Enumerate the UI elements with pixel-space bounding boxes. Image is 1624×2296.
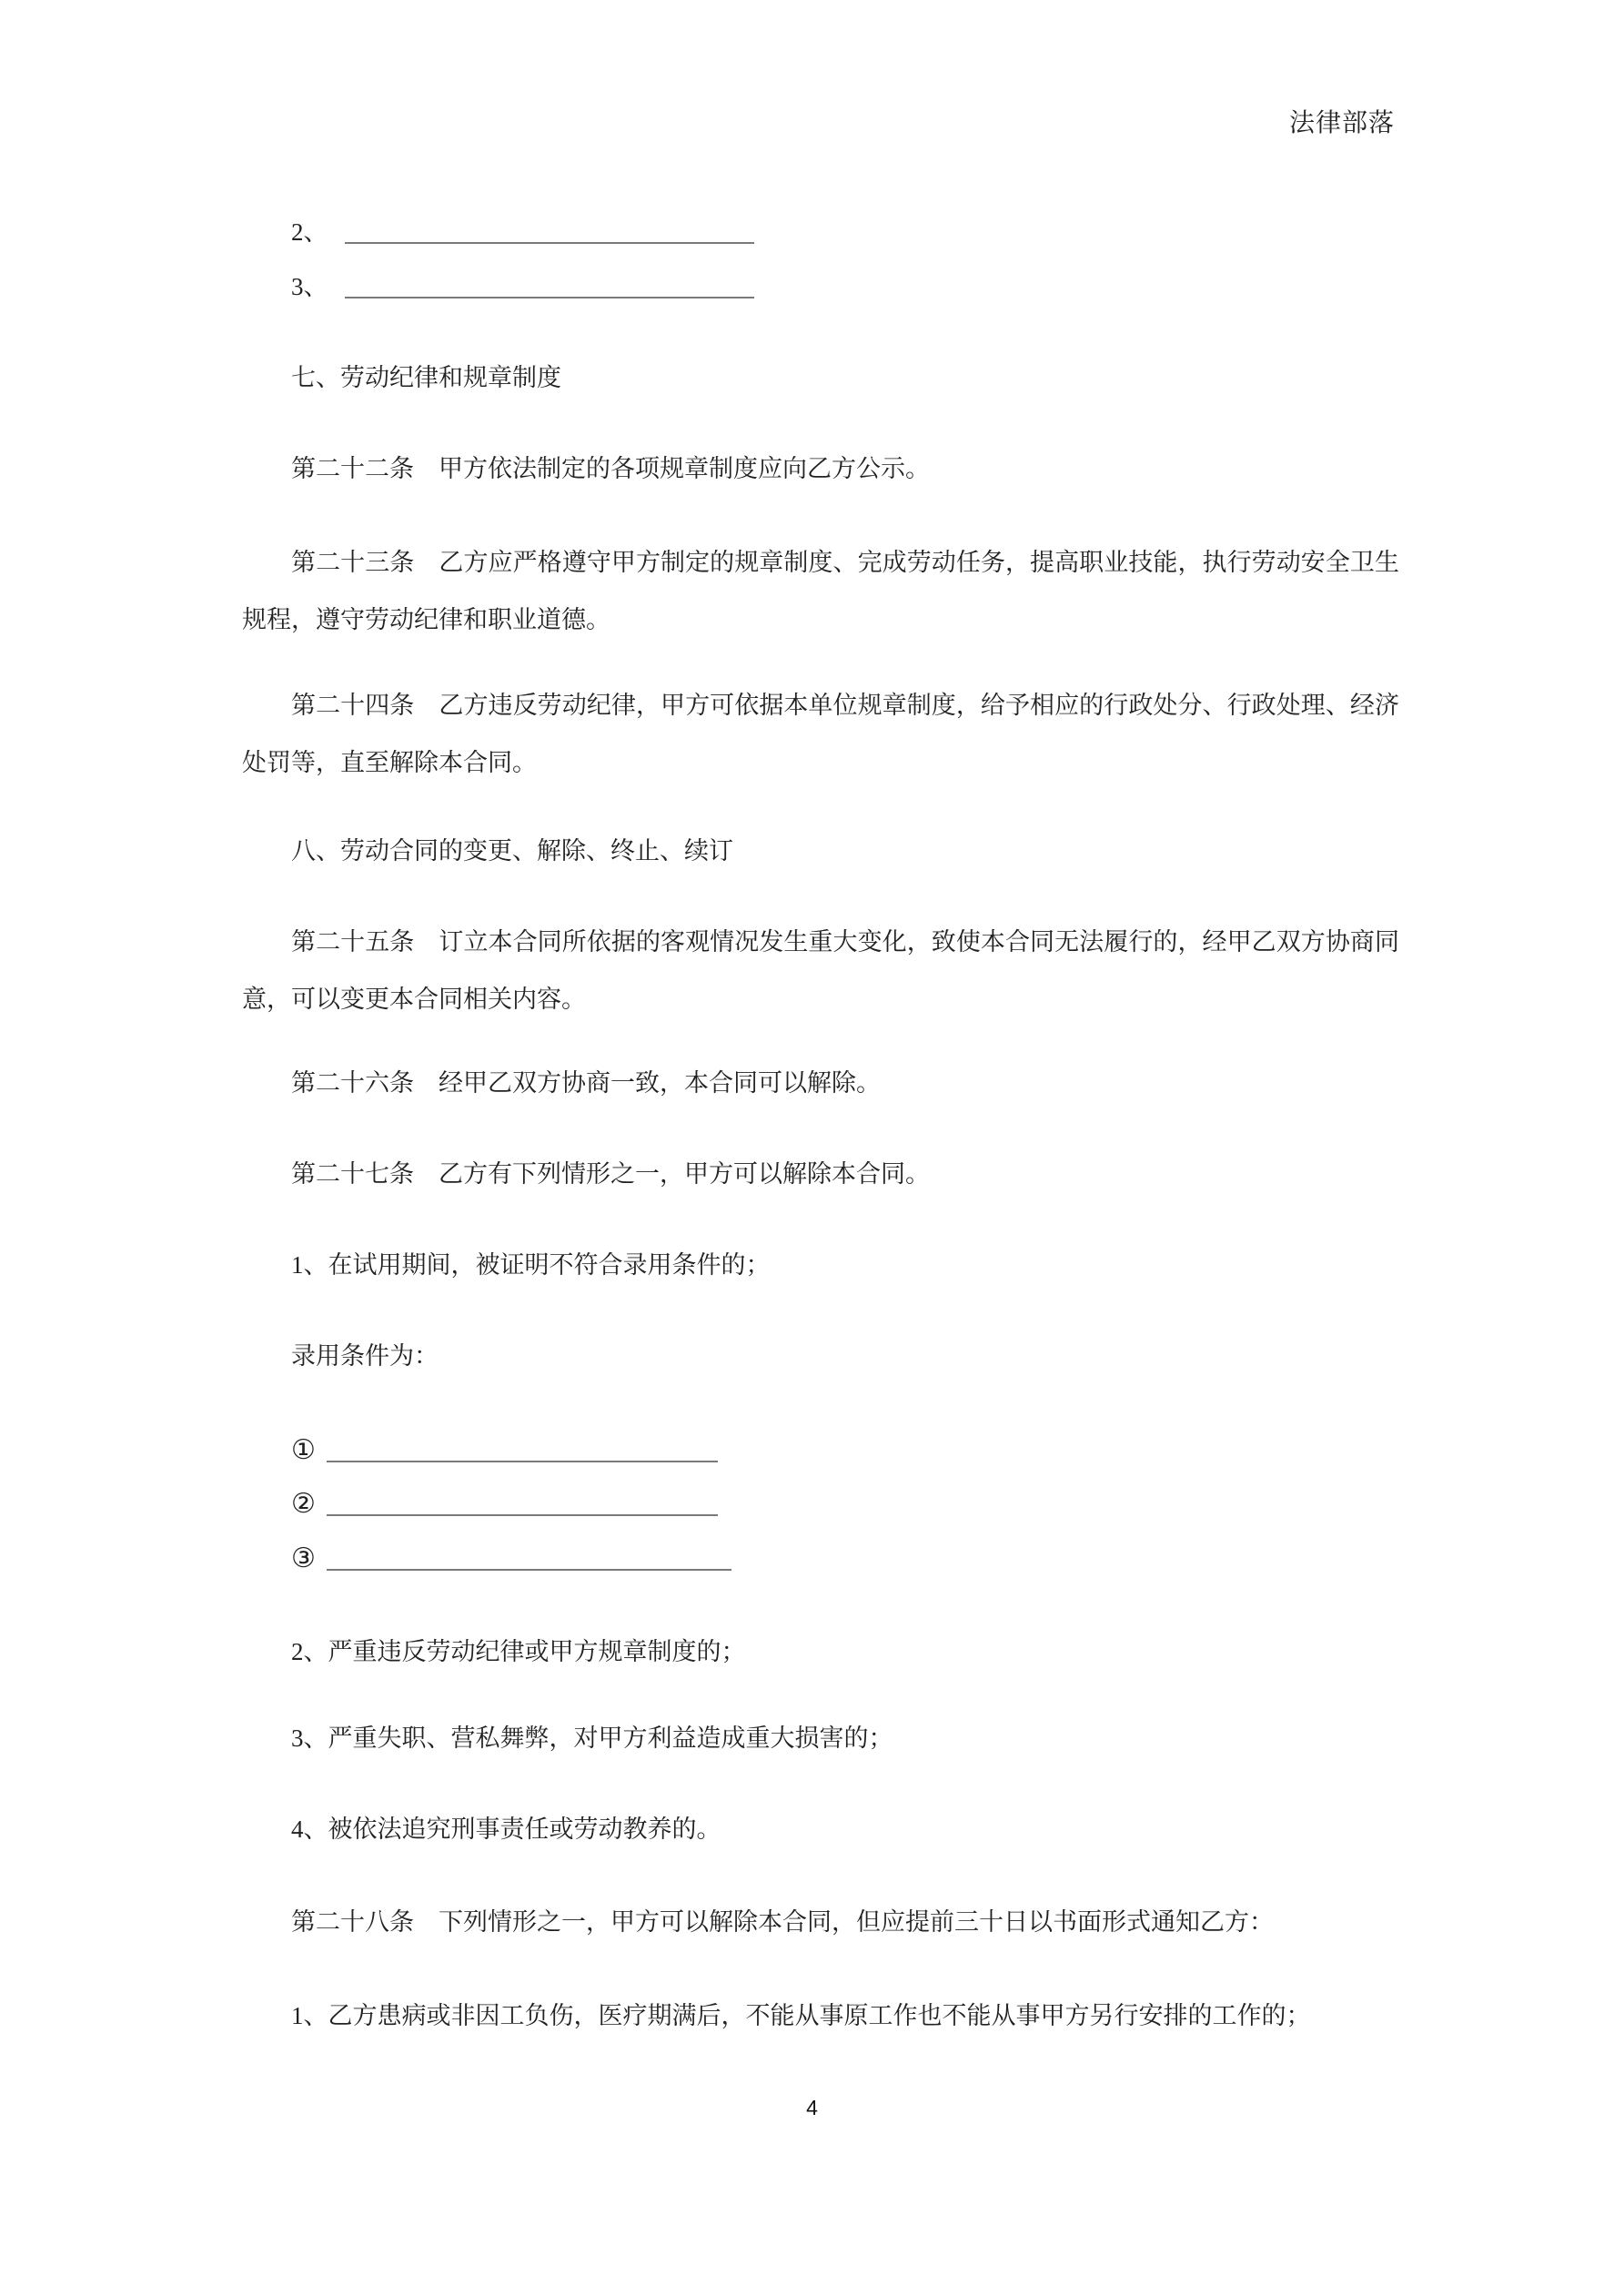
fill-in-item-3 — [242, 258, 1399, 316]
fill-in-blank-2 — [345, 215, 754, 244]
article-27-item-2: 2、严重违反劳动纪律或甲方规章制度的； — [291, 1638, 746, 1665]
condition-item-1 — [242, 1421, 1399, 1480]
article-27-item-4: 4、被依法追究刑事责任或劳动教养的。 — [291, 1816, 721, 1843]
circled-number-3: ③ — [291, 1543, 316, 1573]
article-22: 第二十二条 甲方依法制定的各项规章制度应向乙方公示。 — [291, 455, 930, 482]
recruit-conditions-label: 录用条件为： — [291, 1342, 439, 1370]
condition-item-2 — [242, 1475, 1399, 1533]
article-25: 第二十五条 订立本合同所依据的客观情况发生重大变化，致使本合同无法履行的，经甲乙双方协商同意，可以变更本合同相关内容。 — [242, 928, 1399, 1013]
article-26: 第二十六条 经甲乙双方协商一致，本合同可以解除。 — [291, 1069, 881, 1097]
section-7-heading: 七、劳动纪律和规章制度 — [291, 364, 561, 391]
fill-in-item-2 — [242, 204, 1399, 261]
article-23: 第二十三条 乙方应严格遵守甲方制定的规章制度、完成劳动任务，提高职业技能，执行劳动安全卫生规程，遵守劳动纪律和职业道德。 — [242, 549, 1399, 633]
condition-blank-2 — [327, 1487, 718, 1516]
condition-item-3 — [242, 1530, 1399, 1588]
article-28: 第二十八条 下列情形之一，甲方可以解除本合同，但应提前三十日以书面形式通知乙方： — [291, 1908, 1274, 1936]
article-28-item-1: 1、乙方患病或非因工负伤，医疗期满后，不能从事原工作也不能从事甲方另行安排的工作的； — [291, 2002, 1311, 2029]
fill-in-blank-3 — [345, 269, 754, 298]
article-27-item-1: 1、在试用期间，被证明不符合录用条件的； — [291, 1251, 771, 1279]
fill-in-item-2-label: 2、 — [291, 218, 328, 246]
condition-blank-1 — [327, 1433, 718, 1462]
section-8-heading: 八、劳动合同的变更、解除、终止、续订 — [291, 837, 733, 865]
article-27: 第二十七条 乙方有下列情形之一，甲方可以解除本合同。 — [291, 1160, 930, 1188]
condition-blank-3 — [327, 1542, 731, 1571]
fill-in-item-3-label: 3、 — [291, 273, 328, 300]
circled-number-1: ① — [291, 1435, 316, 1465]
article-24: 第二十四条 乙方违反劳动纪律，甲方可依据本单位规章制度，给予相应的行政处分、行政处理、经济处罚等，直至解除本合同。 — [242, 692, 1399, 776]
page-number: 4 — [806, 2096, 818, 2119]
header-brand: 法律部落 — [1288, 109, 1395, 137]
circled-number-2: ② — [291, 1489, 316, 1519]
article-27-item-3: 3、严重失职、营私舞弊，对甲方利益造成重大损害的； — [291, 1725, 893, 1752]
